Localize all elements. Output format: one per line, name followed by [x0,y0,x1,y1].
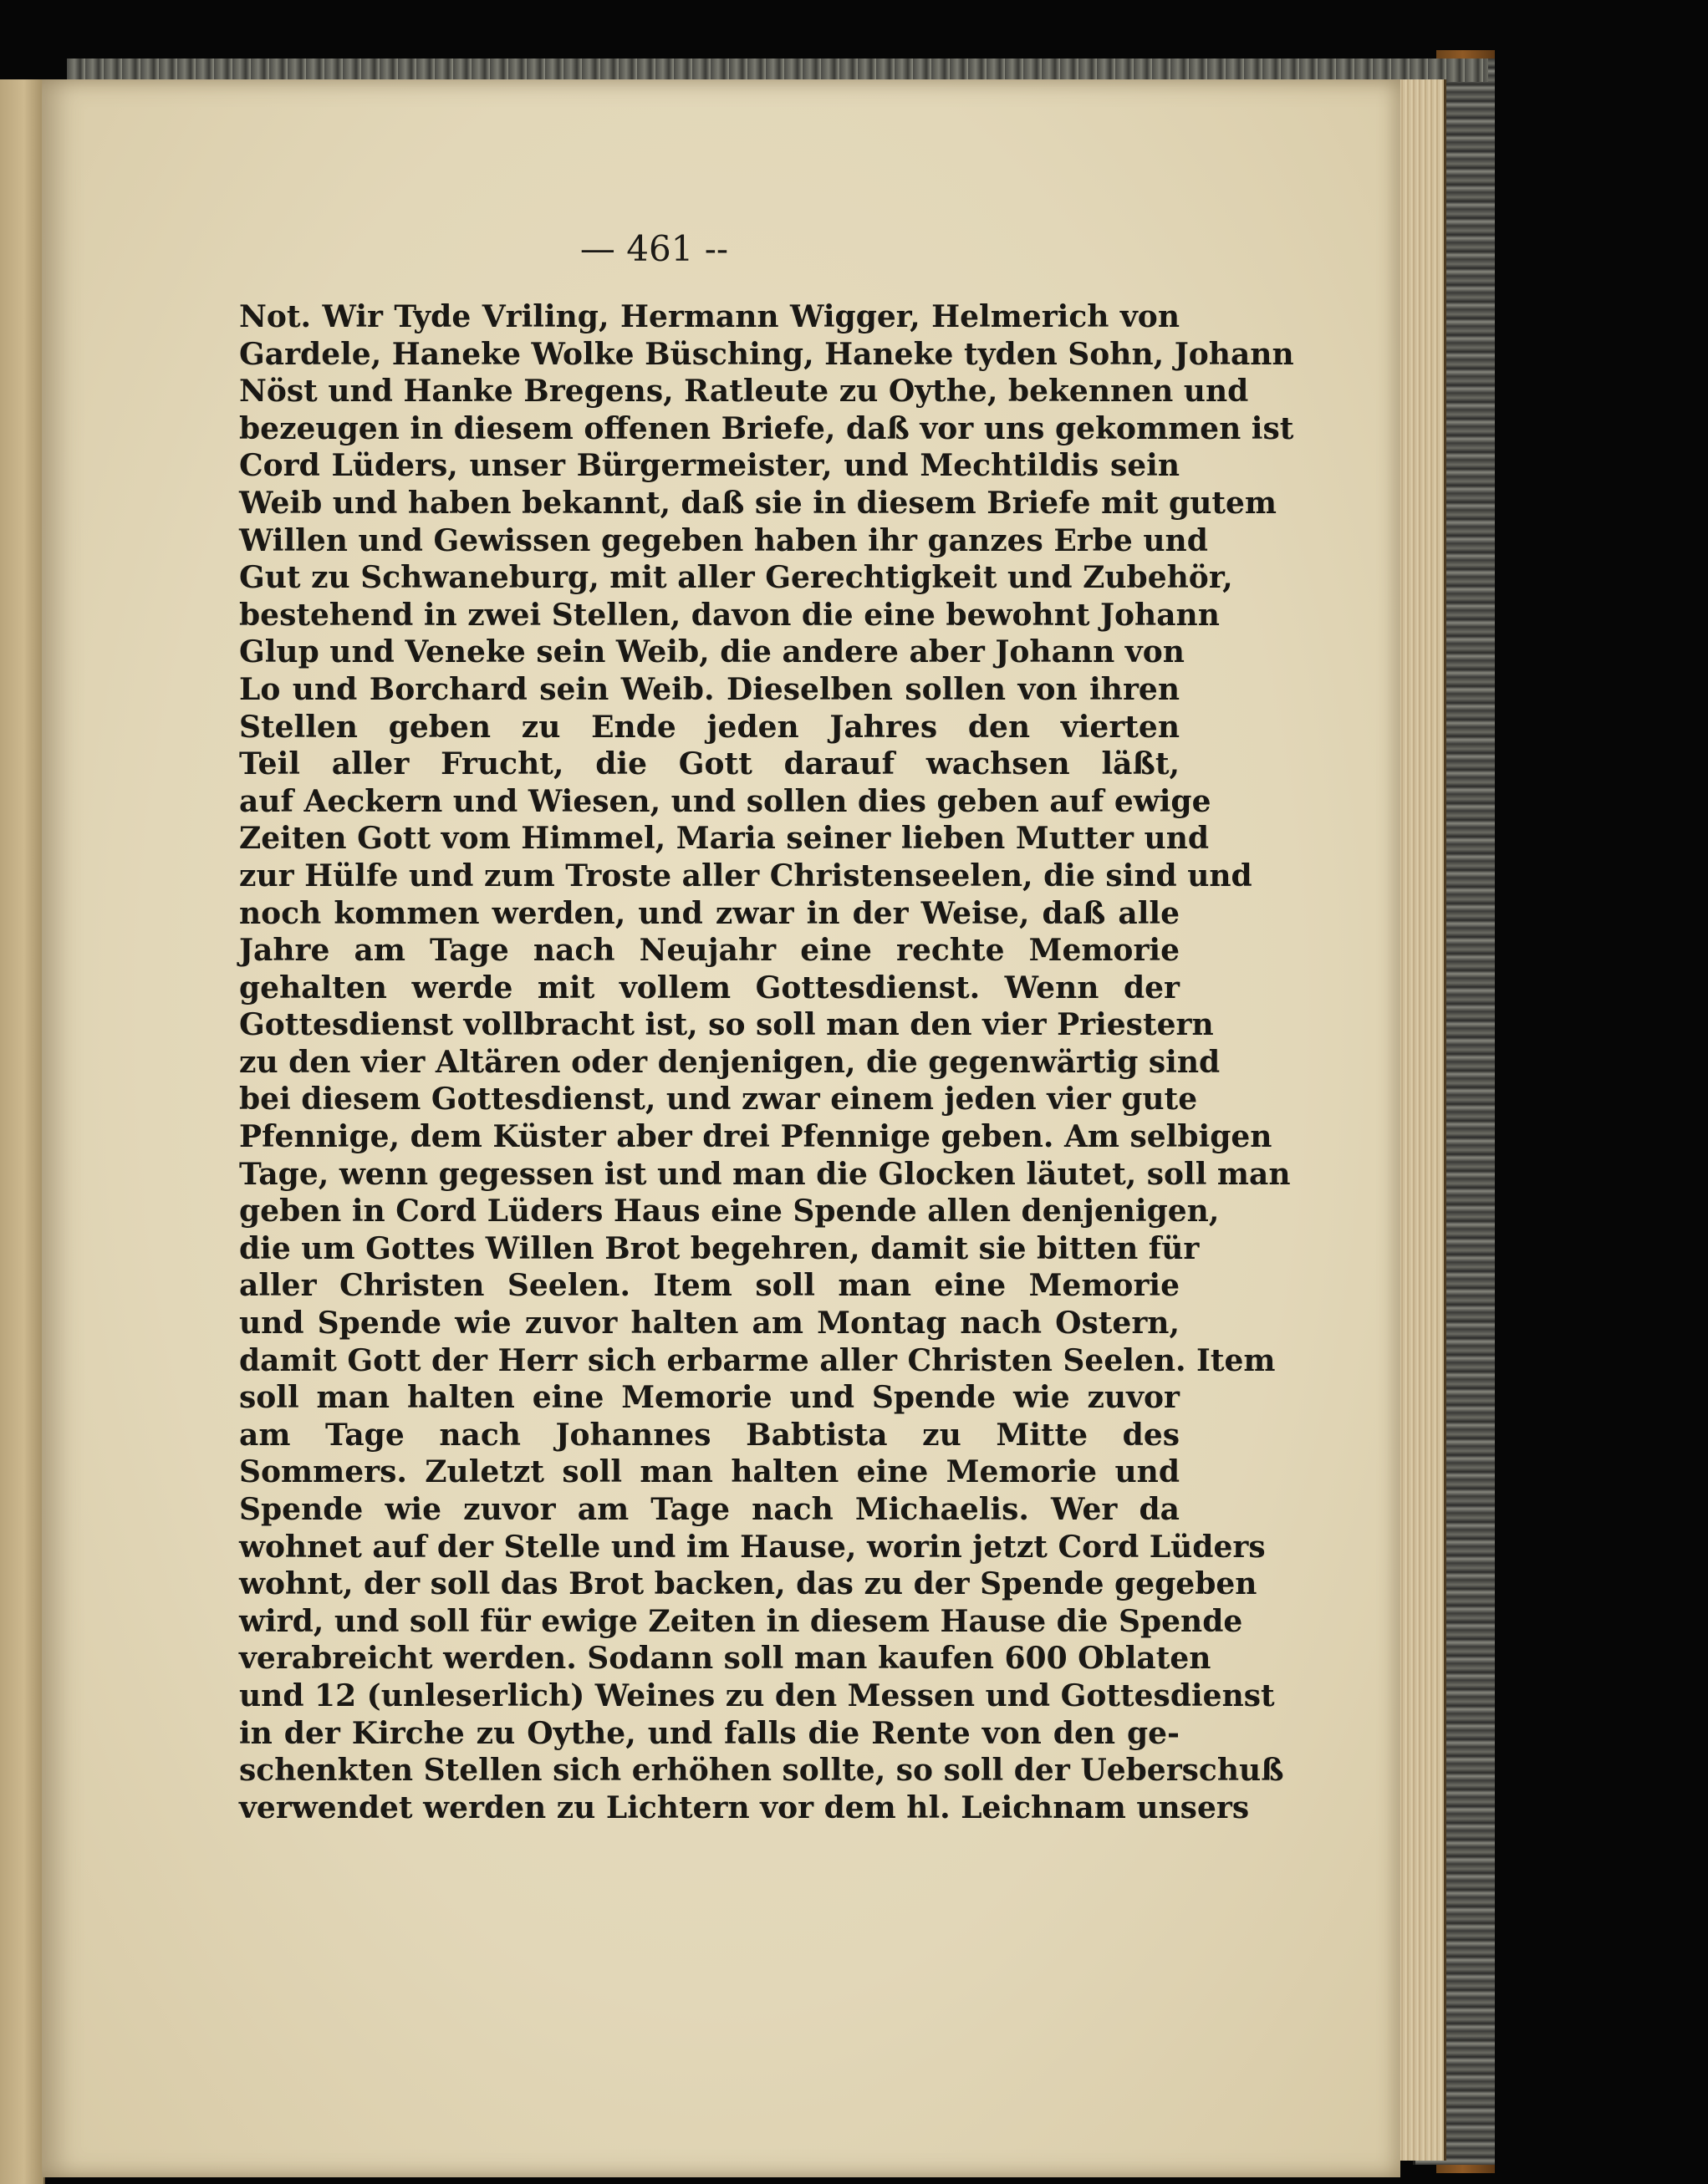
text-line: Gottesdienst vollbracht ist, so soll man den vier Priestern [239,1007,1214,1043]
text-line: aller Christen Seelen. Item soll man eine Memorie [239,1268,1180,1304]
text-line: wohnet auf der Stelle und im Hause, worin jetzt Cord Lüders [239,1529,1266,1565]
text-line: Glup und Veneke sein Weib, die andere aber Johann von [239,634,1185,670]
marbled-cover-top [67,59,1488,82]
text-line: Gardele, Haneke Wolke Büsching, Haneke tyden Sohn, Johann [239,336,1294,372]
text-line: auf Aeckern und Wiesen, und sollen dies geben auf ewige [239,783,1211,819]
text-line: und 12 (unleserlich) Weines zu den Messen und Gottesdienst [239,1677,1275,1713]
page-number: — 461 -- [579,228,729,269]
text-line: Cord Lüders, unser Bürgermeister, und Mechtildis sein [239,448,1180,484]
text-line: die um Gottes Willen Brot begehren, damit sie bitten für [239,1230,1200,1266]
text-line: gehalten werde mit vollem Gottesdienst. Wenn der [239,970,1180,1005]
text-line: Stellen geben zu Ende jeden Jahres den vierten [239,709,1180,745]
text-line: Zeiten Gott vom Himmel, Maria seiner lieben Mutter und [239,821,1210,857]
text-line: Lo und Borchard sein Weib. Dieselben sollen von ihren [239,671,1180,707]
text-line: in der Kirche zu Oythe, und falls die Rente von den ge- [239,1715,1180,1751]
text-line: Jahre am Tage nach Neujahr eine rechte Memorie [239,933,1180,969]
text-line: Gut zu Schwaneburg, mit aller Gerechtigkeit und Zubehör, [239,560,1233,596]
text-line: bei diesem Gottesdienst, und zwar einem jeden vier gute [239,1082,1198,1117]
text-line: wird, und soll für ewige Zeiten in diesem Hause die Spende [239,1603,1243,1639]
text-line: Pfennige, dem Küster aber drei Pfennige geben. Am selbigen [239,1119,1272,1155]
text-line: Willen und Gewissen gegeben haben ihr ganzes Erbe und [239,522,1208,558]
text-line: schenkten Stellen sich erhöhen sollte, so soll der Ueberschuß [239,1753,1284,1789]
text-line: geben in Cord Lüders Haus eine Spende allen denjenigen, [239,1194,1220,1229]
text-line: damit Gott der Herr sich erbarme aller Christen Seelen. Item [239,1342,1276,1378]
text-line: wohnt, der soll das Brot backen, das zu der Spende gegeben [239,1566,1257,1602]
text-line: Tage, wenn gegessen ist und man die Glocken läutet, soll man [239,1156,1291,1192]
text-line: verabreicht werden. Sodann soll man kaufen 600 Oblaten [239,1641,1211,1677]
text-line: verwendet werden zu Lichtern vor dem hl. Leichnam unsers [239,1789,1250,1825]
left-page-edge [0,79,45,2184]
text-line: Not. Wir Tyde Vriling, Hermann Wigger, Helmerich von [239,299,1180,334]
text-line: und Spende wie zuvor halten am Montag nach Ostern, [239,1306,1180,1341]
text-line: Teil aller Frucht, die Gott darauf wachsen läßt, [239,746,1180,782]
text-line: Nöst und Hanke Bregens, Ratleute zu Oythe, bekennen und [239,374,1249,410]
text-line: zur Hülfe und zum Troste aller Christenseelen, die sind und [239,858,1252,893]
text-line: noch kommen werden, und zwar in der Weise, daß alle [239,895,1180,931]
text-line: Weib und haben bekannt, daß sie in diesem Briefe mit gutem [239,485,1277,521]
text-line: am Tage nach Johannes Babtista zu Mitte des [239,1417,1180,1453]
text-line: bezeugen in diesem offenen Briefe, daß vor uns gekommen ist [239,410,1294,446]
book-page [42,79,1400,2177]
text-line: Spende wie zuvor am Tage nach Michaelis. Wer da [239,1492,1180,1527]
text-line: bestehend in zwei Stellen, davon die eine bewohnt Johann [239,597,1220,633]
text-line: Sommers. Zuletzt soll man halten eine Memorie und [239,1454,1180,1490]
text-line: soll man halten eine Memorie und Spende wie zuvor [239,1380,1180,1416]
body-text [239,298,1294,1826]
text-line: zu den vier Altären oder denjenigen, die gegenwärtig sind [239,1044,1221,1080]
